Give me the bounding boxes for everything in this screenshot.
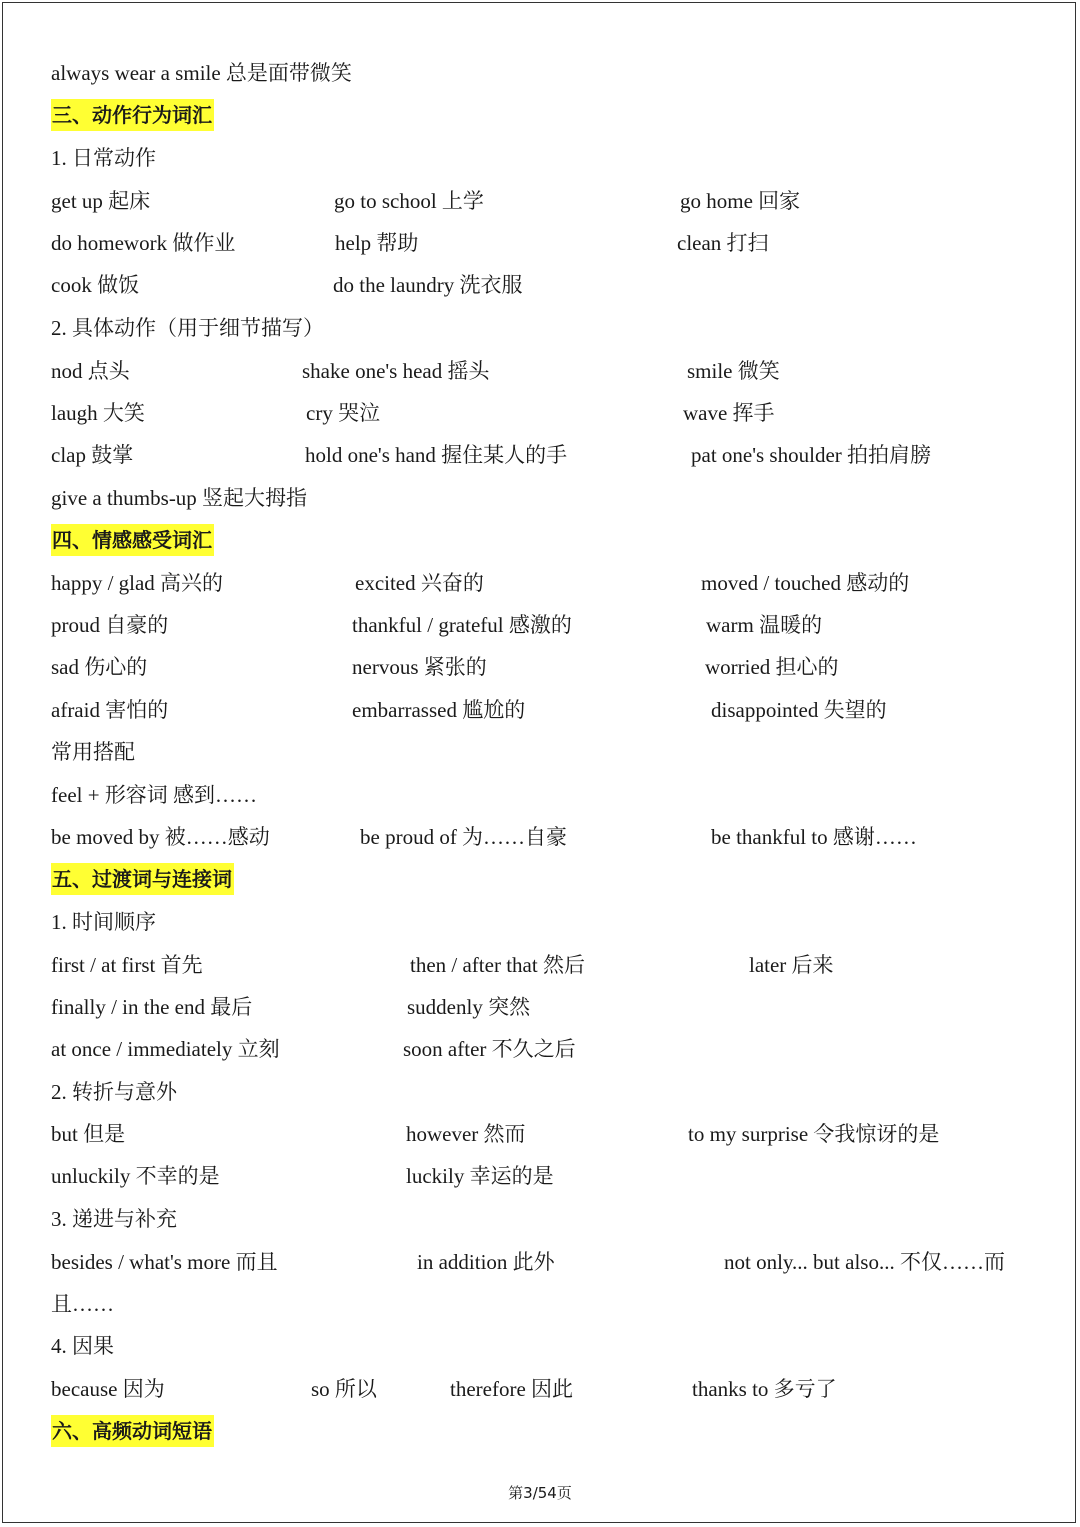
vocab-item: then / after that 然后 — [410, 953, 585, 977]
vocab-item: do homework 做作业 — [51, 231, 236, 255]
vocab-item: first / at first 首先 — [51, 953, 203, 977]
vocab-item: hold one's hand 握住某人的手 — [305, 443, 568, 467]
vocab-item: luckily 幸运的是 — [406, 1164, 554, 1188]
vocab-item: give a thumbs-up 竖起大拇指 — [51, 486, 308, 510]
subheading: 2. 具体动作（用于细节描写） — [51, 316, 324, 340]
vocab-item: at once / immediately 立刻 — [51, 1037, 280, 1061]
vocab-item: laugh 大笑 — [51, 401, 145, 425]
vocab-item: wave 挥手 — [683, 401, 775, 425]
section-4-heading: 四、情感感受词汇 — [51, 524, 214, 556]
subheading: 常用搭配 — [51, 740, 135, 764]
subheading: 3. 递进与补充 — [51, 1207, 177, 1231]
vocab-item: be moved by 被……感动 — [51, 825, 270, 849]
vocab-item: suddenly 突然 — [407, 995, 531, 1019]
vocab-item: help 帮助 — [335, 231, 419, 255]
vocab-item: afraid 害怕的 — [51, 698, 169, 722]
vocab-item: thankful / grateful 感激的 — [352, 613, 572, 637]
vocab-item: be proud of 为……自豪 — [360, 825, 568, 849]
vocab-item: to my surprise 令我惊讶的是 — [688, 1122, 940, 1146]
vocab-item-continued: 且…… — [51, 1292, 114, 1316]
vocab-item: because 因为 — [51, 1377, 165, 1401]
vocab-item: pat one's shoulder 拍拍肩膀 — [691, 443, 932, 467]
vocab-item: be thankful to 感谢…… — [711, 825, 917, 849]
vocab-item: nod 点头 — [51, 359, 130, 383]
vocab-item: embarrassed 尴尬的 — [352, 698, 526, 722]
vocab-item: not only... but also... 不仅……而 — [724, 1250, 1005, 1274]
vocab-item: smile 微笑 — [687, 359, 780, 383]
vocab-item: later 后来 — [749, 953, 834, 977]
vocab-item: warm 温暖的 — [706, 613, 823, 637]
vocab-item: however 然而 — [406, 1122, 526, 1146]
vocab-item: worried 担心的 — [705, 655, 839, 679]
vocab-item: feel + 形容词 感到…… — [51, 783, 258, 807]
vocab-item: go to school 上学 — [334, 189, 484, 213]
vocab-item: sad 伤心的 — [51, 655, 148, 679]
subheading: 1. 日常动作 — [51, 146, 156, 170]
vocab-item: cry 哭泣 — [306, 401, 381, 425]
vocab-item: nervous 紧张的 — [352, 655, 487, 679]
vocab-item: unluckily 不幸的是 — [51, 1164, 220, 1188]
vocab-item: so 所以 — [311, 1377, 377, 1401]
section-6-heading: 六、高频动词短语 — [51, 1415, 214, 1447]
vocab-item: do the laundry 洗衣服 — [333, 273, 523, 297]
section-3-heading: 三、动作行为词汇 — [51, 99, 214, 131]
vocab-item: but 但是 — [51, 1122, 126, 1146]
vocab-item: clean 打扫 — [677, 231, 769, 255]
intro-line: always wear a smile 总是面带微笑 — [51, 61, 352, 85]
subheading: 4. 因果 — [51, 1334, 114, 1358]
vocab-item: finally / in the end 最后 — [51, 995, 253, 1019]
vocab-item: disappointed 失望的 — [711, 698, 887, 722]
vocab-item: clap 鼓掌 — [51, 443, 134, 467]
subheading: 1. 时间顺序 — [51, 910, 156, 934]
vocab-item: go home 回家 — [680, 189, 801, 213]
vocab-item: thanks to 多亏了 — [692, 1377, 837, 1401]
vocab-item: soon after 不久之后 — [403, 1037, 576, 1061]
vocab-item: in addition 此外 — [417, 1250, 555, 1274]
vocab-item: cook 做饭 — [51, 273, 140, 297]
vocab-item: besides / what's more 而且 — [51, 1250, 278, 1274]
subheading: 2. 转折与意外 — [51, 1080, 177, 1104]
page-number: 第3/54页 — [508, 1484, 572, 1502]
vocab-item: excited 兴奋的 — [355, 571, 484, 595]
vocab-item: happy / glad 高兴的 — [51, 571, 224, 595]
vocab-item: moved / touched 感动的 — [701, 571, 910, 595]
vocab-item: shake one's head 摇头 — [302, 359, 490, 383]
section-5-heading: 五、过渡词与连接词 — [51, 863, 234, 895]
vocab-item: get up 起床 — [51, 189, 151, 213]
vocab-item: proud 自豪的 — [51, 613, 169, 637]
vocab-item: therefore 因此 — [450, 1377, 574, 1401]
